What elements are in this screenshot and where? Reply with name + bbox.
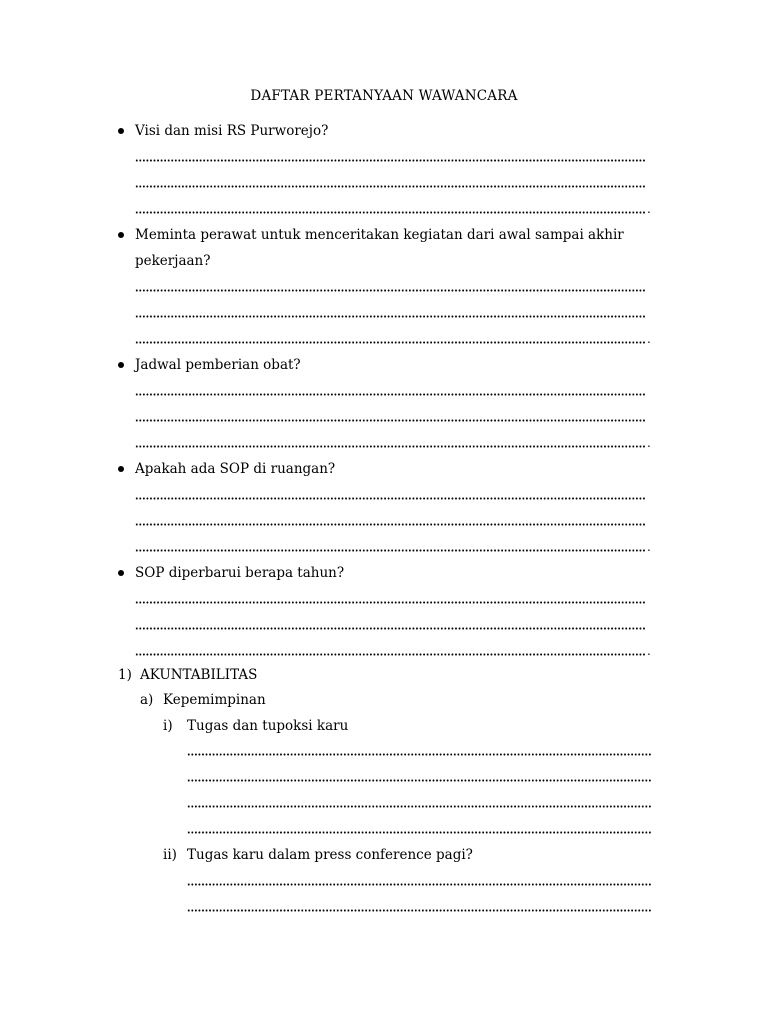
question-text: Visi dan misi RS Purworejo? — [135, 123, 329, 139]
page-title: DAFTAR PERTANYAAN WAWANCARA — [250, 88, 518, 104]
question-text: Apakah ada SOP di ruangan? — [135, 461, 336, 477]
question-text-continued: pekerjaan? — [135, 253, 211, 269]
subsection-letter: a) — [140, 692, 154, 708]
answer-line[interactable] — [135, 649, 646, 659]
answer-line[interactable] — [135, 155, 646, 165]
answer-line[interactable] — [187, 827, 651, 837]
item-numeral: ii) — [163, 847, 177, 863]
item-numeral: i) — [163, 718, 173, 734]
item-label: Tugas karu dalam press conference pagi? — [187, 847, 473, 863]
answer-line[interactable] — [135, 389, 646, 399]
bullet-icon — [118, 128, 124, 134]
answer-line[interactable] — [135, 415, 646, 425]
question-text: Jadwal pemberian obat? — [135, 357, 301, 373]
bullet-icon — [118, 570, 124, 576]
answer-line[interactable] — [187, 905, 651, 915]
answer-line[interactable] — [135, 597, 646, 607]
answer-end-period: . — [647, 202, 651, 216]
answer-end-period: . — [647, 644, 651, 658]
bullet-icon — [118, 362, 124, 368]
answer-end-period: . — [647, 540, 651, 554]
answer-line[interactable] — [187, 749, 651, 759]
bullet-icon — [118, 466, 124, 472]
subsection-title: Kepemimpinan — [163, 692, 266, 708]
answer-line[interactable] — [135, 519, 646, 529]
answer-line[interactable] — [135, 623, 646, 633]
question-text: SOP diperbarui berapa tahun? — [135, 565, 345, 581]
answer-end-period: . — [647, 332, 651, 346]
section-title: AKUNTABILITAS — [140, 667, 258, 683]
question-text: Meminta perawat untuk menceritakan kegiatan dari awal sampai akhir — [135, 227, 624, 243]
answer-line[interactable] — [187, 801, 651, 811]
answer-line[interactable] — [135, 207, 646, 217]
answer-line[interactable] — [135, 493, 646, 503]
answer-line[interactable] — [135, 311, 646, 321]
answer-end-period: . — [647, 436, 651, 450]
item-label: Tugas dan tupoksi karu — [187, 718, 349, 734]
bullet-icon — [118, 232, 124, 238]
answer-line[interactable] — [135, 285, 646, 295]
answer-line[interactable] — [135, 441, 646, 451]
answer-line[interactable] — [135, 545, 646, 555]
section-number: 1) — [118, 667, 132, 683]
answer-line[interactable] — [187, 775, 651, 785]
answer-line[interactable] — [135, 337, 646, 347]
answer-line[interactable] — [187, 879, 651, 889]
answer-line[interactable] — [135, 181, 646, 191]
